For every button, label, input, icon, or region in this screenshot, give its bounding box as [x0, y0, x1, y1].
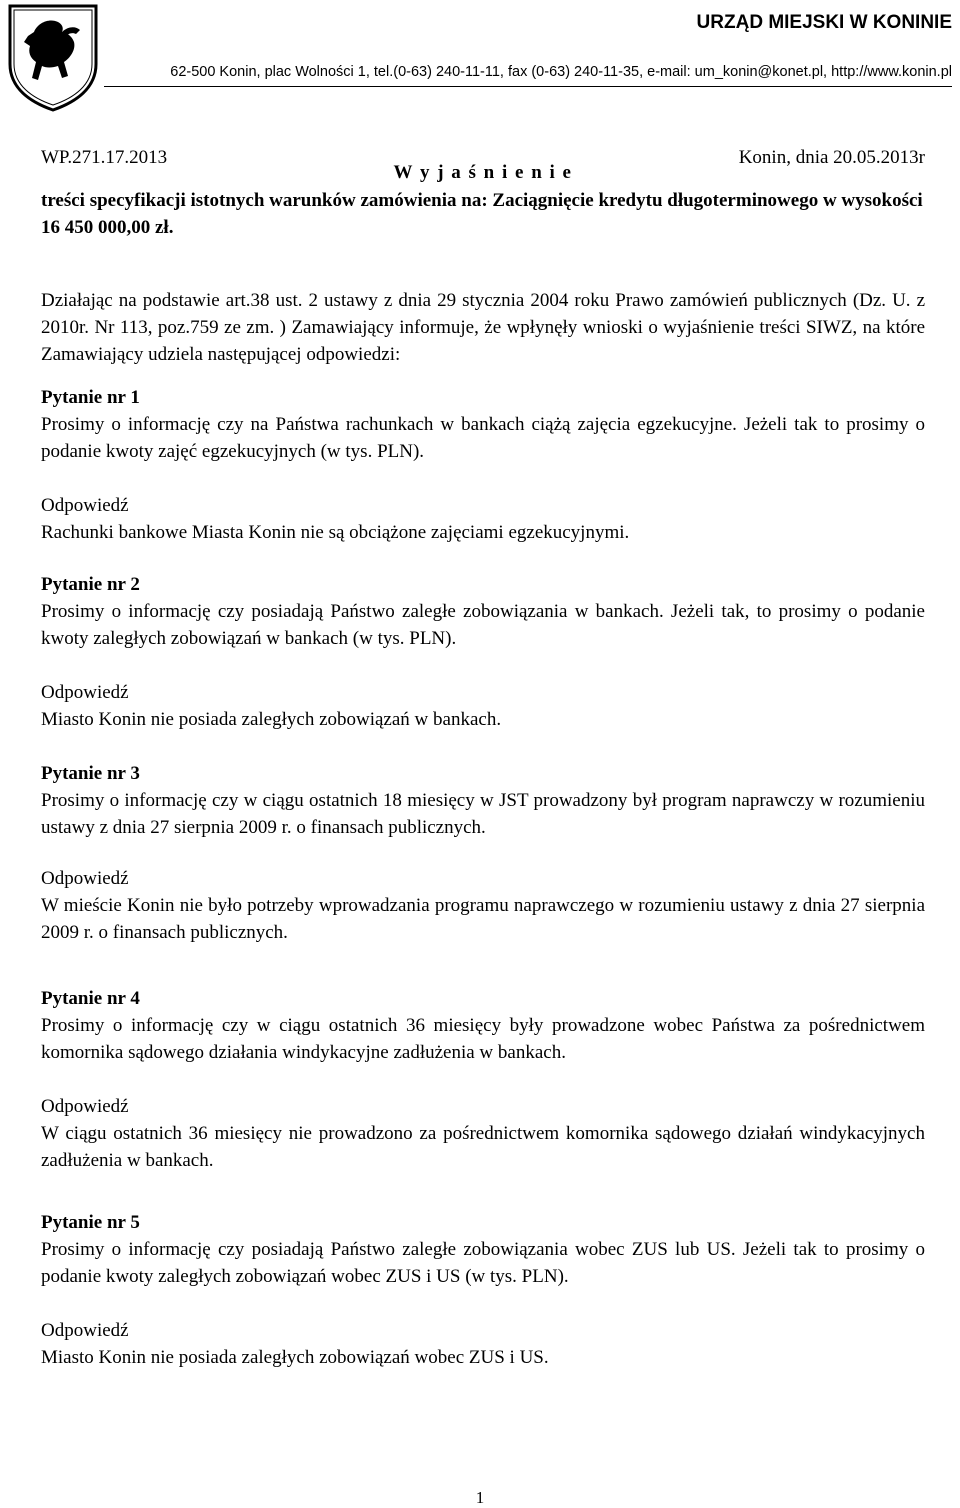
question-text: Prosimy o informację czy w ciągu ostatnich 18 miesięcy w JST prowadzony był program naprawczy w rozumieniu ustawy z dnia 27 sierpnia 2009 r. o finansach publicznych. — [41, 790, 925, 838]
question-block-5 — [41, 1209, 925, 1371]
answer-label: Odpowiedź — [41, 868, 129, 889]
page-number: 1 — [475, 1488, 485, 1507]
question-block-4 — [41, 985, 925, 1174]
question-label: Pytanie nr 2 — [41, 574, 140, 595]
answer-text: Miasto Konin nie posiada zaległych zobowiązań w bankach. — [41, 709, 502, 730]
reference-number: WP.271.17.2013 — [41, 147, 168, 168]
answer-label: Odpowiedź — [41, 1096, 129, 1117]
answer-text: Rachunki bankowe Miasta Konin nie są obciążone zajęciami egzekucyjnymi. — [41, 522, 630, 543]
question-label: Pytanie nr 5 — [41, 1212, 140, 1233]
question-label: Pytanie nr 1 — [41, 387, 140, 408]
answer-label: Odpowiedź — [41, 495, 129, 516]
question-block-1 — [41, 384, 925, 546]
question-text: Prosimy o informację czy posiadają Państwo zaległe zobowiązania wobec ZUS lub US. Jeżeli tak to prosimy o podanie kwoty zaległych zobowiązań wobec ZUS i US (w tys. PLN). — [41, 1239, 925, 1287]
city-crest-logo — [4, 2, 102, 114]
question-block-2 — [41, 571, 925, 733]
answer-label: Odpowiedź — [41, 1320, 129, 1341]
office-address: 62-500 Konin, plac Wolności 1, tel.(0-63) 240-11-11, fax (0-63) 240-11-35, e-mail: um_konin@konet.pl, http://www.konin.pl — [170, 64, 952, 80]
question-label: Pytanie nr 4 — [41, 988, 140, 1009]
header-divider — [104, 86, 952, 87]
document-title: W y j a ś n i e n i e — [393, 162, 573, 183]
answer-text: W ciągu ostatnich 36 miesięcy nie prowadzono za pośrednictwem komornika sądowego działań windykacyjnych zadłużenia w bankach. — [41, 1123, 925, 1171]
question-label: Pytanie nr 3 — [41, 763, 140, 784]
document-subject: treści specyfikacji istotnych warunków zamówienia na: Zaciągnięcie kredytu długoterminowego w wysokości 16 450 000,00 zł. — [41, 190, 923, 238]
question-text: Prosimy o informację czy w ciągu ostatnich 36 miesięcy były prowadzone wobec Państwa za pośrednictwem komornika sądowego działania windykacyjne zadłużenia w bankach. — [41, 1015, 925, 1063]
question-text: Prosimy o informację czy na Państwa rachunkach w bankach ciążą zajęcia egzekucyjne. Jeżeli tak to prosimy o podanie kwoty zajęć egzekucyjnych (w tys. PLN). — [41, 414, 925, 462]
office-name: URZĄD MIEJSKI W KONINIE — [696, 12, 952, 33]
intro-paragraph: Działając na podstawie art.38 ust. 2 ustawy z dnia 29 stycznia 2004 roku Prawo zamówień publicznych (Dz. U. z 2010r. Nr 113, poz.759 ze zm. ) Zamawiający informuje, że wpłynęły wnioski o wyjaśnienie treści SIWZ, na które Zamawiający udziela następującej odpowiedzi: — [41, 290, 925, 365]
document-date: Konin, dnia 20.05.2013r — [738, 147, 925, 168]
answer-text: W mieście Konin nie było potrzeby wprowadzania programu naprawczego w rozumieniu ustawy z dnia 27 sierpnia 2009 r. o finansach publicznych. — [41, 895, 925, 943]
answer-text: Miasto Konin nie posiada zaległych zobowiązań wobec ZUS i US. — [41, 1347, 549, 1368]
answer-label: Odpowiedź — [41, 682, 129, 703]
question-block-3 — [41, 760, 925, 946]
question-text: Prosimy o informację czy posiadają Państwo zaległe zobowiązania w bankach. Jeżeli tak, to prosimy o podanie kwoty zaległych zobowiązań w bankach (w tys. PLN). — [41, 601, 925, 649]
